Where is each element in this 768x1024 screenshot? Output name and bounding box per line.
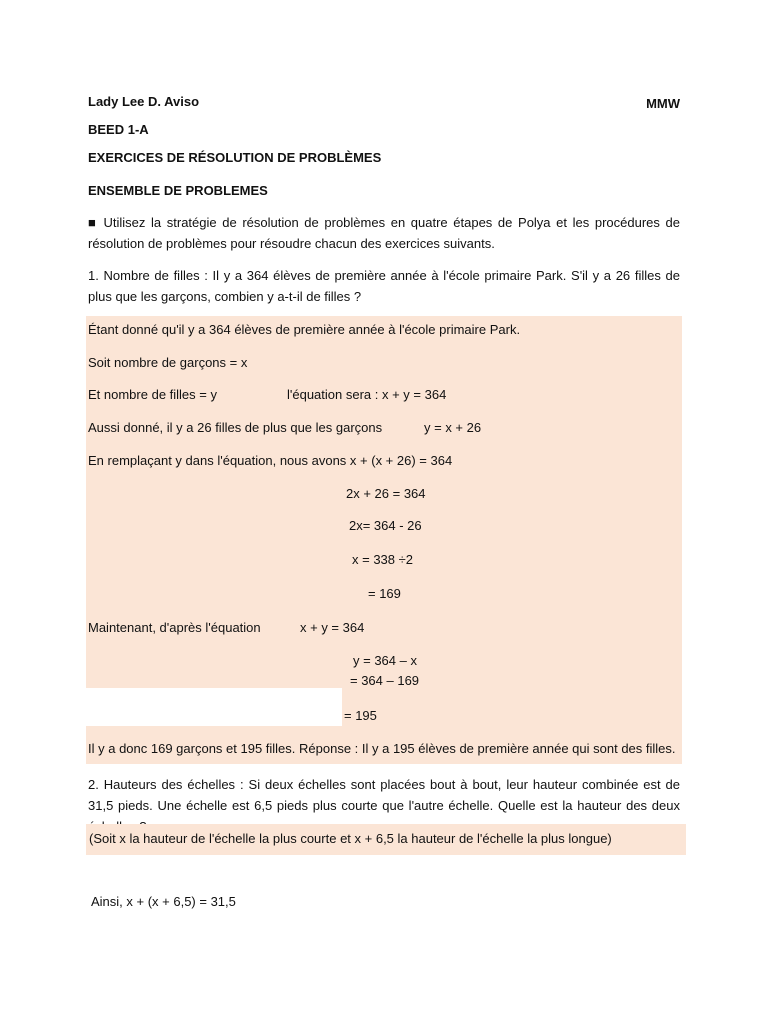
step-1: 2x + 26 = 364 — [346, 486, 426, 501]
step-5: y = 364 – x — [353, 653, 417, 668]
document-title: EXERCICES DE RÉSOLUTION DE PROBLÈMES — [88, 150, 382, 165]
step-2: 2x= 364 - 26 — [349, 518, 422, 533]
now-line: Maintenant, d'après l'équation — [88, 620, 261, 635]
equation-line: l'équation sera : x + y = 364 — [287, 387, 447, 402]
document-subtitle: ENSEMBLE DE PROBLEMES — [88, 183, 268, 198]
substitute-line: En remplaçant y dans l'équation, nous avons x + (x + 26) = 364 — [88, 453, 453, 468]
problem2-question: 2. Hauteurs des échelles : Si deux échelles sont placées bout à bout, leur hauteur combinée est de 31,5 pieds. Une échelle est 6,5 pieds plus courte que l'autre échelle. Quelle est la hauteur des deux — [88, 777, 680, 813]
step-7: = 195 — [344, 708, 377, 723]
intro-paragraph: ■ Utilisez la stratégie de résolution de problèmes en quatre étapes de Polya et les procédures de résolution de problèmes pour résoudre chacun des exercices suivants. — [88, 215, 680, 251]
now-equation: x + y = 364 — [300, 620, 365, 635]
step-3: x = 338 ÷2 — [352, 552, 413, 567]
answer-line: Il y a donc 169 garçons et 195 filles. Réponse : Il y a 195 élèves de première année qui sont des filles. — [88, 741, 676, 756]
let-girls-line: Et nombre de filles = y — [88, 387, 217, 402]
problem2-let-line: (Soit x la hauteur de l'échelle la plus courte et x + 6,5 la hauteur de l'échelle la plus longue) — [89, 831, 612, 846]
problem2-thus-line: Ainsi, x + (x + 6,5) = 31,5 — [91, 894, 236, 909]
y-expression: y = x + 26 — [424, 420, 482, 435]
given-line: Étant donné qu'il y a 364 élèves de première année à l'école primaire Park. — [88, 322, 521, 337]
also-given-line: Aussi donné, il y a 26 filles de plus que les garçons — [88, 420, 383, 435]
author-name: Lady Lee D. Aviso — [88, 94, 200, 109]
course-tag: MMW — [646, 96, 680, 111]
step-4: = 169 — [368, 586, 401, 601]
step-6: = 364 – 169 — [350, 673, 420, 688]
problem1-question: 1. Nombre de filles : Il y a 364 élèves de première année à l'école primaire Park. S'il y a 26 filles de plus que les garçons, combien y a-t-il de filles ? — [88, 268, 680, 304]
solution-highlight-mid — [342, 686, 682, 726]
section-label: BEED 1-A — [88, 122, 149, 137]
let-boys-line: Soit nombre de garçons = x — [88, 355, 248, 370]
